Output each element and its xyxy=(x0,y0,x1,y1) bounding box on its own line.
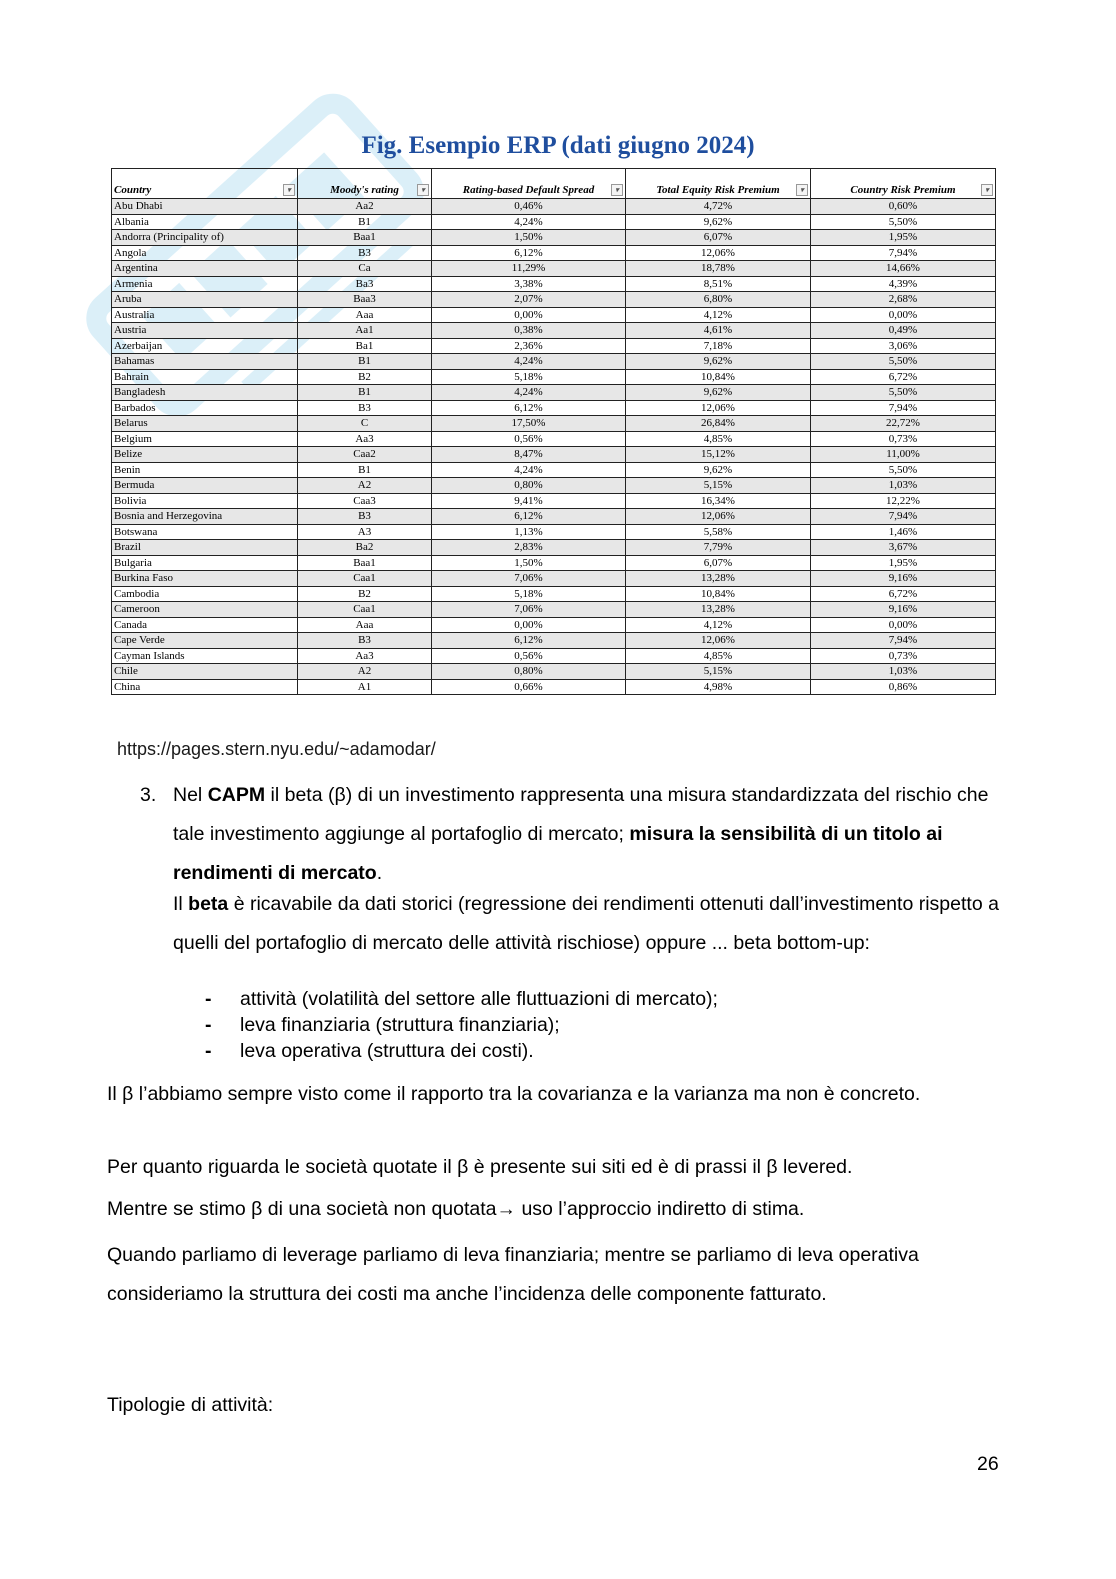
table-cell-erp: 6,80% xyxy=(626,292,811,308)
table-cell-spread: 4,24% xyxy=(432,214,626,230)
table-cell-erp: 6,07% xyxy=(626,230,811,246)
table-cell-erp: 5,15% xyxy=(626,478,811,494)
table-cell-country: Bosnia and Herzegovina xyxy=(112,509,298,525)
table-cell-country: Botswana xyxy=(112,524,298,540)
table-cell-rating: Caa3 xyxy=(298,493,432,509)
table-cell-erp: 4,72% xyxy=(626,199,811,215)
list-number: 3. xyxy=(140,784,157,806)
table-row xyxy=(112,524,996,540)
list-item: - attività (volatilità del settore alle fluttuazioni di mercato); xyxy=(205,988,718,1010)
page-number: 26 xyxy=(977,1453,999,1475)
table-cell-country: Cameroon xyxy=(112,602,298,618)
table-cell-rating: B3 xyxy=(298,509,432,525)
table-cell-spread: 6,12% xyxy=(432,400,626,416)
table-cell-rating: Aaa xyxy=(298,307,432,323)
table-cell-crp: 5,50% xyxy=(811,462,996,478)
table-cell-crp: 7,94% xyxy=(811,400,996,416)
table-row xyxy=(112,307,996,323)
table-cell-country: Aruba xyxy=(112,292,298,308)
table-cell-rating: B3 xyxy=(298,245,432,261)
table-row xyxy=(112,261,996,277)
table-cell-crp: 1,46% xyxy=(811,524,996,540)
table-cell-crp: 6,72% xyxy=(811,369,996,385)
table-cell-erp: 8,51% xyxy=(626,276,811,292)
table-cell-erp: 9,62% xyxy=(626,462,811,478)
table-cell-spread: 4,24% xyxy=(432,462,626,478)
table-cell-erp: 10,84% xyxy=(626,586,811,602)
table-cell-spread: 6,12% xyxy=(432,245,626,261)
table-cell-country: Abu Dhabi xyxy=(112,199,298,215)
table-cell-erp: 15,12% xyxy=(626,447,811,463)
source-link[interactable]: https://pages.stern.nyu.edu/~adamodar/ xyxy=(117,739,436,759)
table-cell-country: Barbados xyxy=(112,400,298,416)
table-row xyxy=(112,245,996,261)
table-cell-country: Cape Verde xyxy=(112,633,298,649)
table-cell-spread: 5,18% xyxy=(432,586,626,602)
table-cell-crp: 14,66% xyxy=(811,261,996,277)
table-cell-spread: 11,29% xyxy=(432,261,626,277)
table-cell-spread: 6,12% xyxy=(432,509,626,525)
table-cell-rating: Caa1 xyxy=(298,602,432,618)
table-cell-country: Belize xyxy=(112,447,298,463)
table-cell-crp: 0,00% xyxy=(811,307,996,323)
table-cell-crp: 1,95% xyxy=(811,230,996,246)
table-cell-crp: 0,73% xyxy=(811,648,996,664)
filter-dropdown-icon[interactable]: ▾ xyxy=(981,184,993,196)
table-cell-spread: 1,50% xyxy=(432,230,626,246)
table-cell-rating: Baa1 xyxy=(298,230,432,246)
table-cell-country: Bahamas xyxy=(112,354,298,370)
table-cell-spread: 4,24% xyxy=(432,354,626,370)
filter-dropdown-icon[interactable]: ▾ xyxy=(417,184,429,196)
table-cell-rating: Baa3 xyxy=(298,292,432,308)
table-row xyxy=(112,354,996,370)
table-cell-rating: B1 xyxy=(298,214,432,230)
filter-dropdown-icon[interactable]: ▾ xyxy=(283,184,295,196)
table-cell-spread: 0,66% xyxy=(432,679,626,695)
table-cell-rating: A2 xyxy=(298,478,432,494)
table-cell-erp: 12,06% xyxy=(626,633,811,649)
paragraph-listed-companies: Per quanto riguarda le società quotate il β è presente sui siti ed è di prassi il β levered. xyxy=(107,1156,853,1178)
table-cell-rating: B1 xyxy=(298,385,432,401)
table-cell-spread: 9,41% xyxy=(432,493,626,509)
list-item: - leva finanziaria (struttura finanziaria); xyxy=(205,1014,560,1036)
table-cell-crp: 0,60% xyxy=(811,199,996,215)
table-cell-spread: 5,18% xyxy=(432,369,626,385)
table-cell-erp: 26,84% xyxy=(626,416,811,432)
table-cell-country: China xyxy=(112,679,298,695)
table-cell-erp: 13,28% xyxy=(626,602,811,618)
table-cell-erp: 16,34% xyxy=(626,493,811,509)
table-row xyxy=(112,664,996,680)
table-cell-crp: 12,22% xyxy=(811,493,996,509)
table-cell-rating: Aaa xyxy=(298,617,432,633)
table-cell-erp: 4,12% xyxy=(626,617,811,633)
table-cell-crp: 11,00% xyxy=(811,447,996,463)
table-row xyxy=(112,648,996,664)
table-cell-erp: 13,28% xyxy=(626,571,811,587)
table-cell-spread: 7,06% xyxy=(432,571,626,587)
table-cell-spread: 2,83% xyxy=(432,540,626,556)
table-cell-spread: 1,50% xyxy=(432,555,626,571)
table-cell-country: Brazil xyxy=(112,540,298,556)
table-cell-country: Armenia xyxy=(112,276,298,292)
table-row xyxy=(112,586,996,602)
table-cell-erp: 6,07% xyxy=(626,555,811,571)
column-header[interactable]: Total Equity Risk Premium ▾ xyxy=(626,169,811,199)
table-row xyxy=(112,571,996,587)
table-cell-erp: 4,85% xyxy=(626,431,811,447)
table-cell-spread: 0,00% xyxy=(432,307,626,323)
table-cell-erp: 5,15% xyxy=(626,664,811,680)
table-cell-country: Angola xyxy=(112,245,298,261)
table-cell-country: Canada xyxy=(112,617,298,633)
table-cell-country: Australia xyxy=(112,307,298,323)
paragraph-unlisted-companies: Mentre se stimo β di una società non quotata→ uso l’approccio indiretto di stima. xyxy=(107,1198,805,1220)
table-cell-crp: 7,94% xyxy=(811,509,996,525)
table-cell-spread: 4,24% xyxy=(432,385,626,401)
table-cell-country: Chile xyxy=(112,664,298,680)
table-row xyxy=(112,447,996,463)
table-cell-spread: 0,38% xyxy=(432,323,626,339)
table-cell-spread: 0,80% xyxy=(432,478,626,494)
table-cell-country: Bulgaria xyxy=(112,555,298,571)
table-cell-erp: 9,62% xyxy=(626,354,811,370)
table-row xyxy=(112,493,996,509)
table-body xyxy=(112,199,996,695)
table-cell-crp: 7,94% xyxy=(811,633,996,649)
table-cell-rating: B3 xyxy=(298,400,432,416)
table-cell-rating: Baa1 xyxy=(298,555,432,571)
numbered-item-3 xyxy=(140,776,1010,963)
table-cell-spread: 0,00% xyxy=(432,617,626,633)
table-row xyxy=(112,292,996,308)
column-header[interactable]: Country Risk Premium ▾ xyxy=(811,169,996,199)
table-cell-rating: Aa3 xyxy=(298,431,432,447)
table-cell-country: Bahrain xyxy=(112,369,298,385)
table-cell-country: Burkina Faso xyxy=(112,571,298,587)
table-cell-erp: 4,12% xyxy=(626,307,811,323)
table-row xyxy=(112,400,996,416)
table-cell-crp: 7,94% xyxy=(811,245,996,261)
table-cell-rating: Ba1 xyxy=(298,338,432,354)
table-cell-rating: Ba3 xyxy=(298,276,432,292)
list-item: - leva operativa (struttura dei costi). xyxy=(205,1040,534,1062)
table-cell-erp: 4,98% xyxy=(626,679,811,695)
table-cell-rating: A2 xyxy=(298,664,432,680)
bottom-up-list xyxy=(205,986,718,1064)
table-cell-country: Azerbaijan xyxy=(112,338,298,354)
column-header[interactable]: Country ▾ xyxy=(112,169,298,199)
table-cell-spread: 7,06% xyxy=(432,602,626,618)
table-row xyxy=(112,214,996,230)
filter-dropdown-icon[interactable]: ▾ xyxy=(611,184,623,196)
table-cell-country: Belarus xyxy=(112,416,298,432)
table-cell-crp: 2,68% xyxy=(811,292,996,308)
table-cell-rating: B1 xyxy=(298,462,432,478)
table-cell-spread: 1,13% xyxy=(432,524,626,540)
table-cell-country: Argentina xyxy=(112,261,298,277)
table-cell-spread: 6,12% xyxy=(432,633,626,649)
table-cell-crp: 0,86% xyxy=(811,679,996,695)
table-row xyxy=(112,679,996,695)
table-cell-spread: 8,47% xyxy=(432,447,626,463)
table-cell-erp: 7,79% xyxy=(626,540,811,556)
table-cell-erp: 9,62% xyxy=(626,385,811,401)
beta-estimation-text: Il beta è ricavabile da dati storici (regressione dei rendimenti ottenuti dall’investimento rispetto a quelli del portafoglio di mercato delle attività rischiose) oppure ... beta bottom-up: xyxy=(173,893,999,954)
table-cell-spread: 17,50% xyxy=(432,416,626,432)
table-cell-country: Andorra (Principality of) xyxy=(112,230,298,246)
table-cell-crp: 5,50% xyxy=(811,385,996,401)
table-cell-crp: 1,03% xyxy=(811,478,996,494)
table-cell-crp: 6,72% xyxy=(811,586,996,602)
table-cell-rating: Ba2 xyxy=(298,540,432,556)
table-row xyxy=(112,431,996,447)
table-cell-rating: B1 xyxy=(298,354,432,370)
paragraph-activity-types: Tipologie di attività: xyxy=(107,1394,274,1416)
table-cell-rating: B3 xyxy=(298,633,432,649)
table-cell-rating: Aa2 xyxy=(298,199,432,215)
table-cell-spread: 0,46% xyxy=(432,199,626,215)
table-row xyxy=(112,323,996,339)
table-cell-crp: 4,39% xyxy=(811,276,996,292)
table-cell-spread: 0,56% xyxy=(432,648,626,664)
table-cell-crp: 5,50% xyxy=(811,354,996,370)
table-cell-rating: A3 xyxy=(298,524,432,540)
table-cell-erp: 12,06% xyxy=(626,245,811,261)
table-cell-rating: C xyxy=(298,416,432,432)
table-cell-rating: Aa1 xyxy=(298,323,432,339)
table-cell-country: Cayman Islands xyxy=(112,648,298,664)
paragraph-beta-covariance: Il β l’abbiamo sempre visto come il rapporto tra la covarianza e la varianza ma non è concreto. xyxy=(107,1083,921,1105)
table-cell-crp: 3,67% xyxy=(811,540,996,556)
table-cell-rating: Caa2 xyxy=(298,447,432,463)
table-cell-crp: 0,73% xyxy=(811,431,996,447)
table-cell-crp: 3,06% xyxy=(811,338,996,354)
table-cell-rating: B2 xyxy=(298,586,432,602)
figure-title: Fig. Esempio ERP (dati giugno 2024) xyxy=(361,132,755,159)
table-row xyxy=(112,540,996,556)
table-row xyxy=(112,276,996,292)
table-cell-crp: 1,03% xyxy=(811,664,996,680)
table-cell-crp: 22,72% xyxy=(811,416,996,432)
table-cell-country: Belgium xyxy=(112,431,298,447)
table-cell-country: Bolivia xyxy=(112,493,298,509)
table-row xyxy=(112,230,996,246)
table-row xyxy=(112,478,996,494)
table-row xyxy=(112,633,996,649)
table-cell-crp: 0,00% xyxy=(811,617,996,633)
column-header[interactable]: Rating-based Default Spread ▾ xyxy=(432,169,626,199)
table-row xyxy=(112,369,996,385)
table-cell-spread: 3,38% xyxy=(432,276,626,292)
table-cell-erp: 5,58% xyxy=(626,524,811,540)
column-header[interactable]: Moody's rating ▾ xyxy=(298,169,432,199)
table-cell-country: Cambodia xyxy=(112,586,298,602)
table-cell-rating: A1 xyxy=(298,679,432,695)
table-cell-spread: 2,36% xyxy=(432,338,626,354)
table-cell-rating: B2 xyxy=(298,369,432,385)
table-row xyxy=(112,462,996,478)
table-cell-country: Benin xyxy=(112,462,298,478)
filter-dropdown-icon[interactable]: ▾ xyxy=(796,184,808,196)
table-row xyxy=(112,338,996,354)
table-cell-erp: 4,85% xyxy=(626,648,811,664)
table-cell-country: Albania xyxy=(112,214,298,230)
table-cell-rating: Aa3 xyxy=(298,648,432,664)
capm-beta-definition: Nel CAPM il beta (β) di un investimento rappresenta una misura standardizzata del rischio che tale investimento aggiunge al portafoglio di mercato; misura la sensibilità di un titolo ai rendimenti di mercato. xyxy=(173,784,989,884)
table-cell-country: Austria xyxy=(112,323,298,339)
table-cell-country: Bermuda xyxy=(112,478,298,494)
table-cell-crp: 1,95% xyxy=(811,555,996,571)
table-row xyxy=(112,416,996,432)
table-cell-erp: 10,84% xyxy=(626,369,811,385)
table-cell-erp: 18,78% xyxy=(626,261,811,277)
table-cell-spread: 0,56% xyxy=(432,431,626,447)
table-cell-crp: 5,50% xyxy=(811,214,996,230)
table-row xyxy=(112,555,996,571)
table-row xyxy=(112,199,996,215)
table-cell-crp: 9,16% xyxy=(811,571,996,587)
table-cell-erp: 9,62% xyxy=(626,214,811,230)
table-cell-erp: 7,18% xyxy=(626,338,811,354)
erp-table xyxy=(111,168,996,695)
table-cell-crp: 9,16% xyxy=(811,602,996,618)
paragraph-leverage: Quando parliamo di leverage parliamo di leva finanziaria; mentre se parliamo di leva operativa consideriamo la struttura dei costi ma anche l’incidenza delle componente fatturato. xyxy=(107,1244,919,1305)
table-cell-erp: 4,61% xyxy=(626,323,811,339)
table-cell-erp: 12,06% xyxy=(626,509,811,525)
table-cell-country: Bangladesh xyxy=(112,385,298,401)
table-header-row xyxy=(112,169,996,199)
table-row xyxy=(112,385,996,401)
table-cell-spread: 0,80% xyxy=(432,664,626,680)
table-cell-erp: 12,06% xyxy=(626,400,811,416)
table-cell-spread: 2,07% xyxy=(432,292,626,308)
table-cell-crp: 0,49% xyxy=(811,323,996,339)
table-cell-rating: Ca xyxy=(298,261,432,277)
table-cell-rating: Caa1 xyxy=(298,571,432,587)
table-row xyxy=(112,617,996,633)
table-row xyxy=(112,509,996,525)
table-row xyxy=(112,602,996,618)
